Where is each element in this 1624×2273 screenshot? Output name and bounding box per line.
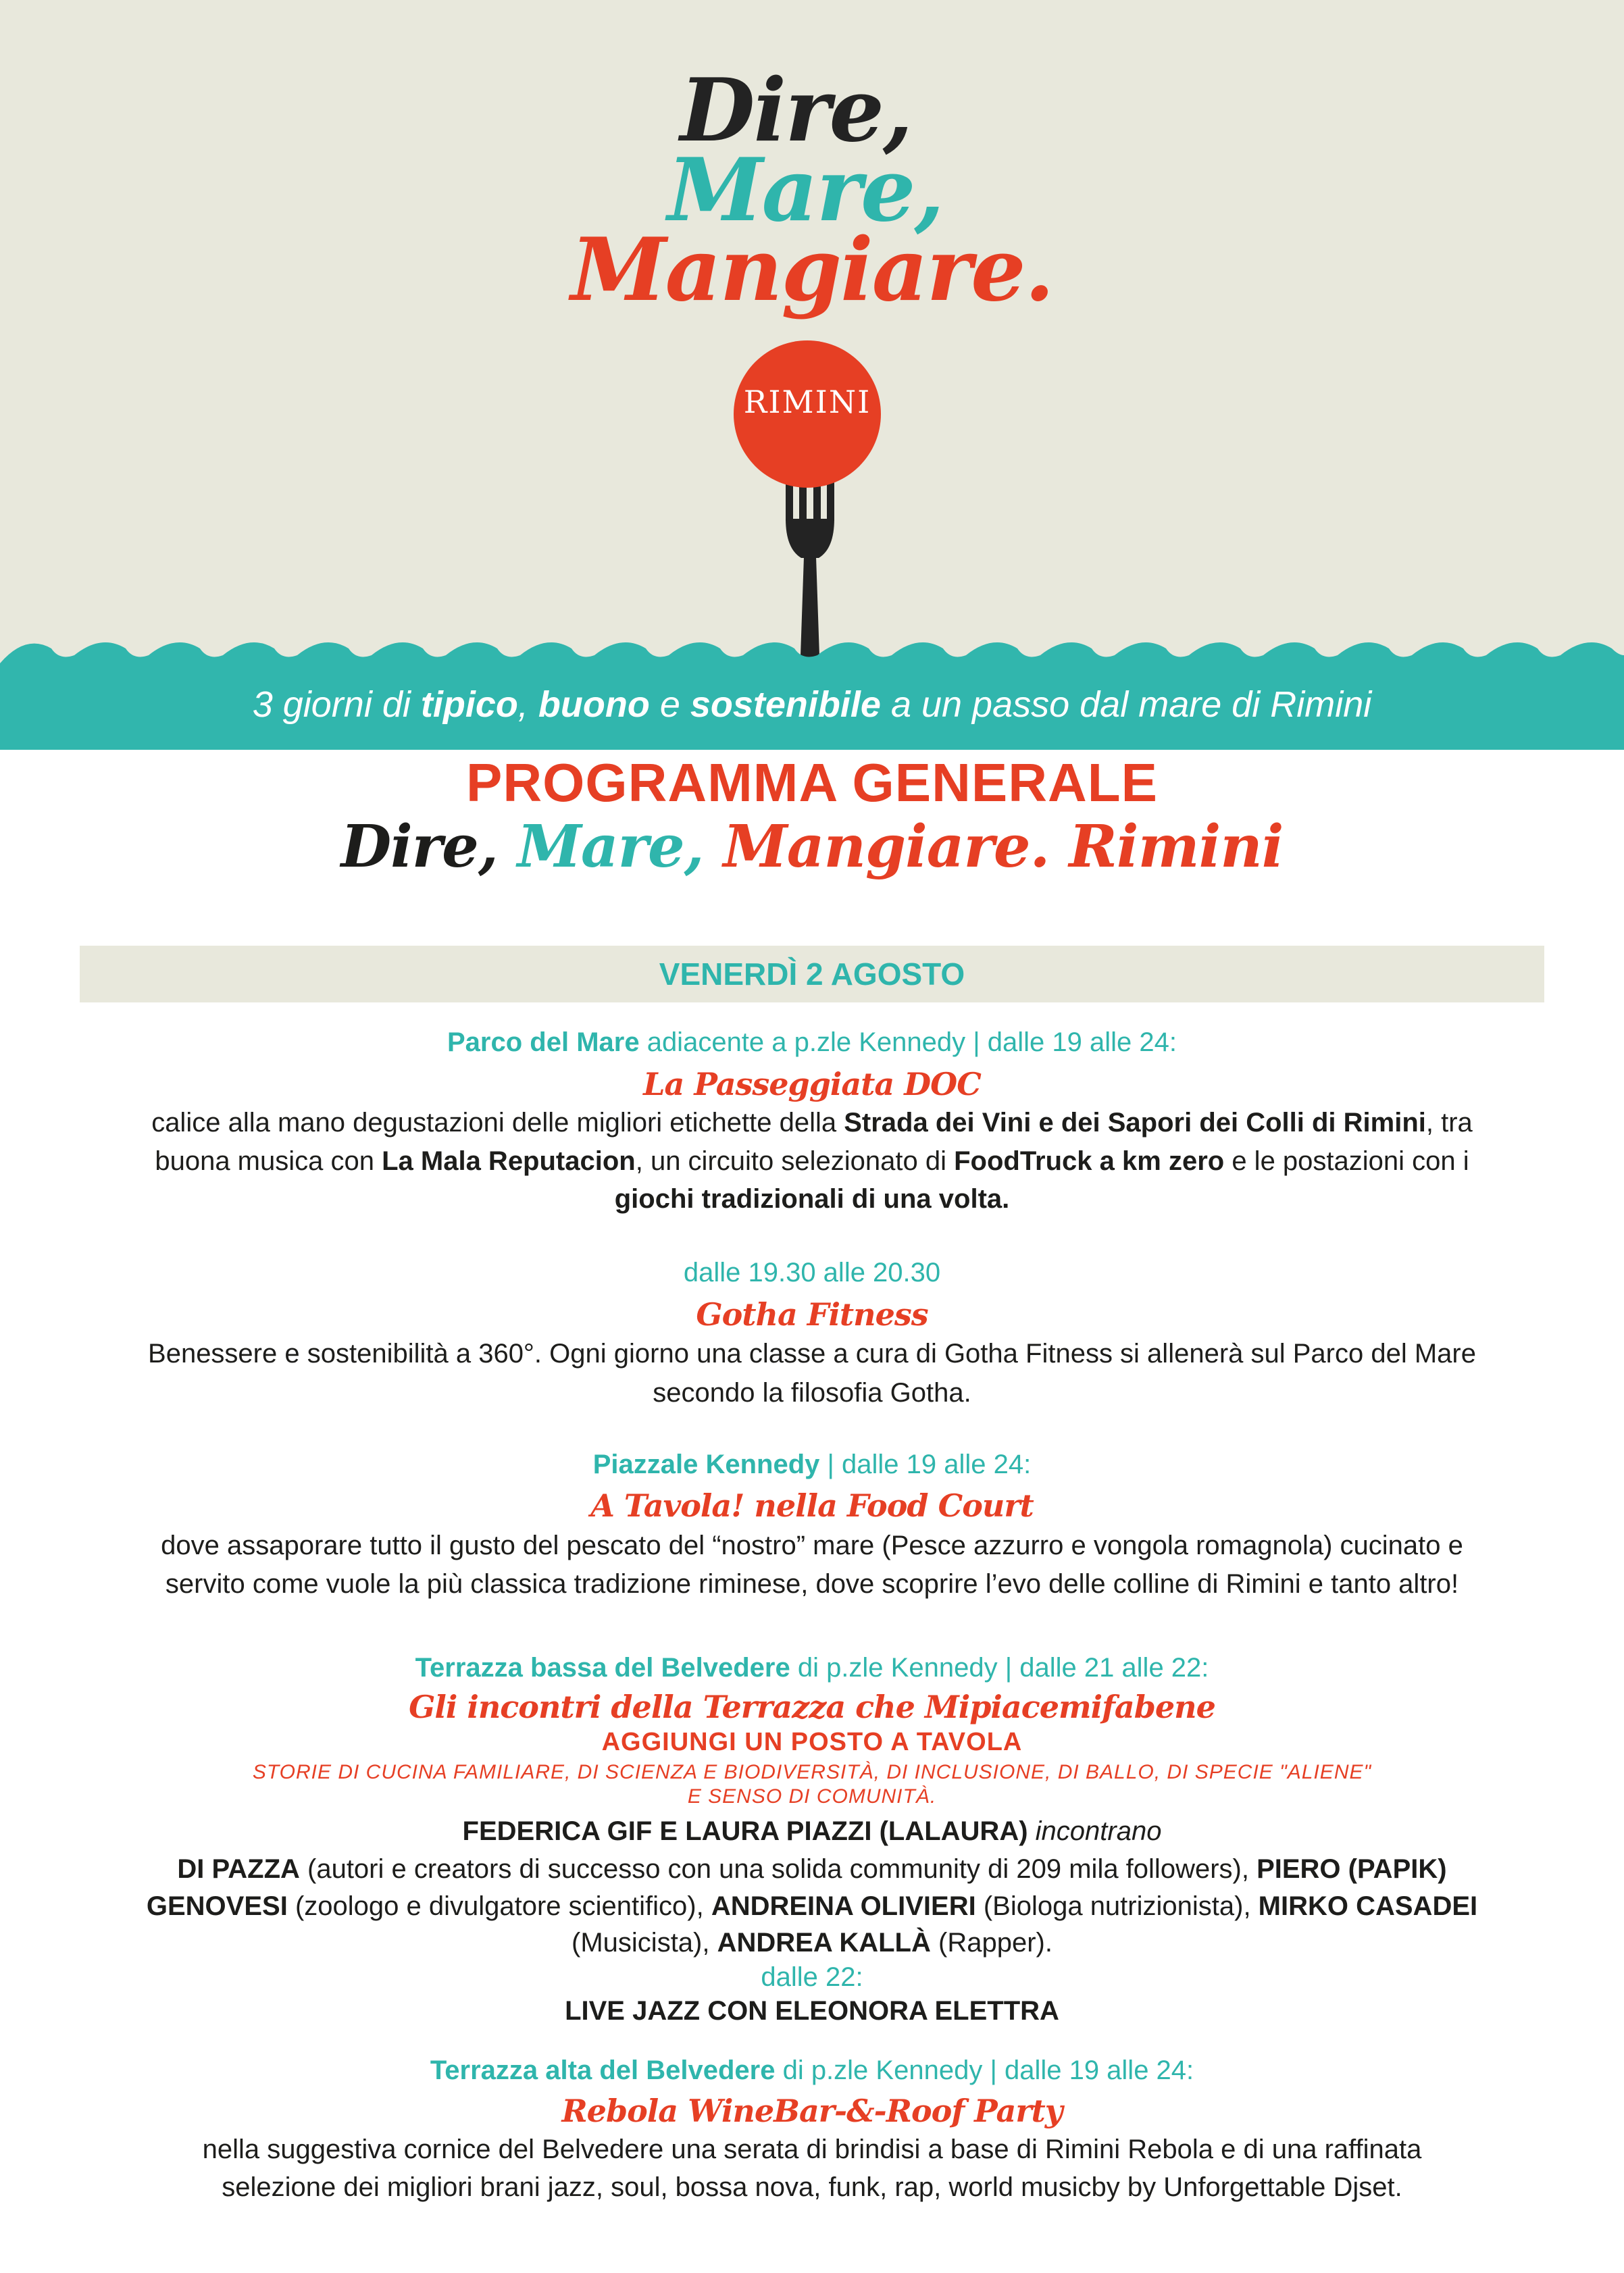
event-location [68, 1450, 1556, 1480]
location-time: di p.zle Kennedy | dalle 19 alle 24: [775, 2055, 1194, 2085]
text: (Rapper). [930, 1928, 1052, 1958]
event-description: servito come vuole la più classica tradizione riminese, dove scoprire l’evo delle colline di Rimini e tanto altro! [165, 1569, 1459, 1599]
text-bold: DI PAZZA [177, 1854, 300, 1884]
logo-line-mangiare: Mangiare. [570, 220, 1054, 321]
text-bold: FoodTruck a km zero [954, 1146, 1225, 1176]
text: e le postazioni con i [1224, 1146, 1469, 1176]
event-description [68, 1184, 1556, 1215]
event-time: dalle 19.30 alle 20.30 [683, 1258, 941, 1287]
tagline-text: , [517, 684, 538, 725]
subtitle-mare: Mare, [517, 813, 724, 881]
text-bold: MIRKO CASADEI [1258, 1891, 1478, 1921]
text-bold: FEDERICA GIF E LAURA PIAZZI (LALAURA) [462, 1816, 1028, 1846]
text: (autori e creators di successo con una solida community di 209 mila followers), [299, 1854, 1257, 1884]
location-time: | dalle 19 alle 24: [819, 1450, 1032, 1479]
text: (Musicista), [572, 1928, 717, 1958]
event-description [68, 1108, 1556, 1138]
tagline-bold: tipico [420, 684, 518, 725]
text: , tra [1425, 1108, 1473, 1138]
tagline [0, 684, 1624, 725]
subtitle-dire: Dire, [340, 813, 517, 881]
day-header: VENERDÌ 2 AGOSTO [80, 946, 1544, 1002]
text-bold: Strada dei Vini e dei Sapori dei Colli di Rimini [844, 1108, 1426, 1138]
text-bold: ANDREINA OLIVIERI [711, 1891, 976, 1921]
text: (Biologa nutrizionista), [975, 1891, 1259, 1921]
text-bold: PIERO (PAPIK) [1257, 1854, 1447, 1884]
subtitle-mangiare: Mangiare. Rimini [723, 813, 1284, 881]
event-description: secondo la filosofia Gotha. [653, 1378, 971, 1408]
event-title: Gotha Fitness [696, 1296, 928, 1333]
text-bold: La Mala Reputacion [382, 1146, 636, 1176]
logo-line-dire: Dire, [680, 60, 912, 161]
page-title: PROGRAMMA GENERALE [466, 752, 1158, 813]
event-caption: AGGIUNGI UN POSTO A TAVOLA [601, 1728, 1023, 1756]
location-name: Parco del Mare [447, 1027, 640, 1057]
event-title: Rebola WineBar-&-Roof Party [561, 2093, 1063, 2129]
location-name: Piazzale Kennedy [592, 1450, 820, 1479]
tagline-text: e [649, 684, 690, 725]
event-time: dalle 22: [761, 1962, 863, 1992]
text: , un circuito selezionato di [635, 1146, 955, 1176]
event-title: A Tavola! nella Food Court [590, 1487, 1034, 1524]
event-location [68, 1653, 1556, 1683]
tagline-bold: sostenibile [690, 684, 881, 725]
tagline-text: 3 giorni di [252, 684, 421, 725]
page-subtitle [0, 813, 1624, 881]
text-bold: giochi tradizionali di una volta. [614, 1184, 1010, 1214]
event-location [68, 2055, 1556, 2086]
location-name: Terrazza alta del Belvedere [430, 2055, 776, 2085]
text-bold: ANDREA KALLÀ [717, 1928, 931, 1958]
location-time: di p.zle Kennedy | dalle 21 alle 22: [790, 1653, 1209, 1683]
event-note: E SENSO DI COMUNITÀ. [687, 1785, 937, 1808]
logo-line-mare: Mare, [667, 140, 944, 241]
rimini-badge-label: RIMINI [743, 384, 871, 420]
text: calice alla mano degustazioni delle migliori etichette della [151, 1108, 844, 1138]
event-title: Gli incontri della Terrazza che Mipiacemifabene [409, 1689, 1215, 1725]
event-description: selezione dei migliori brani jazz, soul, bossa nova, funk, rap, world musicby by Unforgettable Djset. [222, 2172, 1402, 2202]
text-bold: LIVE JAZZ CON ELEONORA ELETTRA [565, 1996, 1059, 2026]
event-description: nella suggestiva cornice del Belvedere una serata di brindisi a base di Rimini Rebola e di una raffinata [202, 2135, 1422, 2164]
event-location [68, 1027, 1556, 1058]
event-note: STORIE DI CUCINA FAMILIARE, DI SCIENZA E BIODIVERSITÀ, DI INCLUSIONE, DI BALLO, DI SPECIE "ALIENE" [252, 1761, 1372, 1783]
event-description: Benessere e sostenibilità a 360°. Ogni giorno una classe a cura di Gotha Fitness si allenerà sul Parco del Mare [148, 1339, 1476, 1369]
event-guests [68, 1891, 1556, 1922]
event-guests [68, 1816, 1556, 1847]
text: buona musica con [155, 1146, 382, 1176]
tagline-text: a un passo dal mare di Rimini [880, 684, 1372, 725]
event-description [68, 1146, 1556, 1177]
text-bold: GENOVESI [146, 1891, 288, 1921]
event-title: La Passeggiata DOC [643, 1066, 981, 1102]
text-italic: incontrano [1027, 1816, 1162, 1846]
event-guests [68, 1928, 1556, 1958]
event-guests [68, 1854, 1556, 1885]
event-live [68, 1996, 1556, 2026]
location-name: Terrazza bassa del Belvedere [415, 1653, 790, 1683]
location-time: adiacente a p.zle Kennedy | dalle 19 alle 24: [639, 1027, 1177, 1057]
text: (zoologo e divulgatore scientifico), [287, 1891, 711, 1921]
event-description: dove assaporare tutto il gusto del pescato del “nostro” mare (Pesce azzurro e vongola romagnola) cucinato e [161, 1531, 1463, 1560]
tagline-bold: buono [538, 684, 650, 725]
